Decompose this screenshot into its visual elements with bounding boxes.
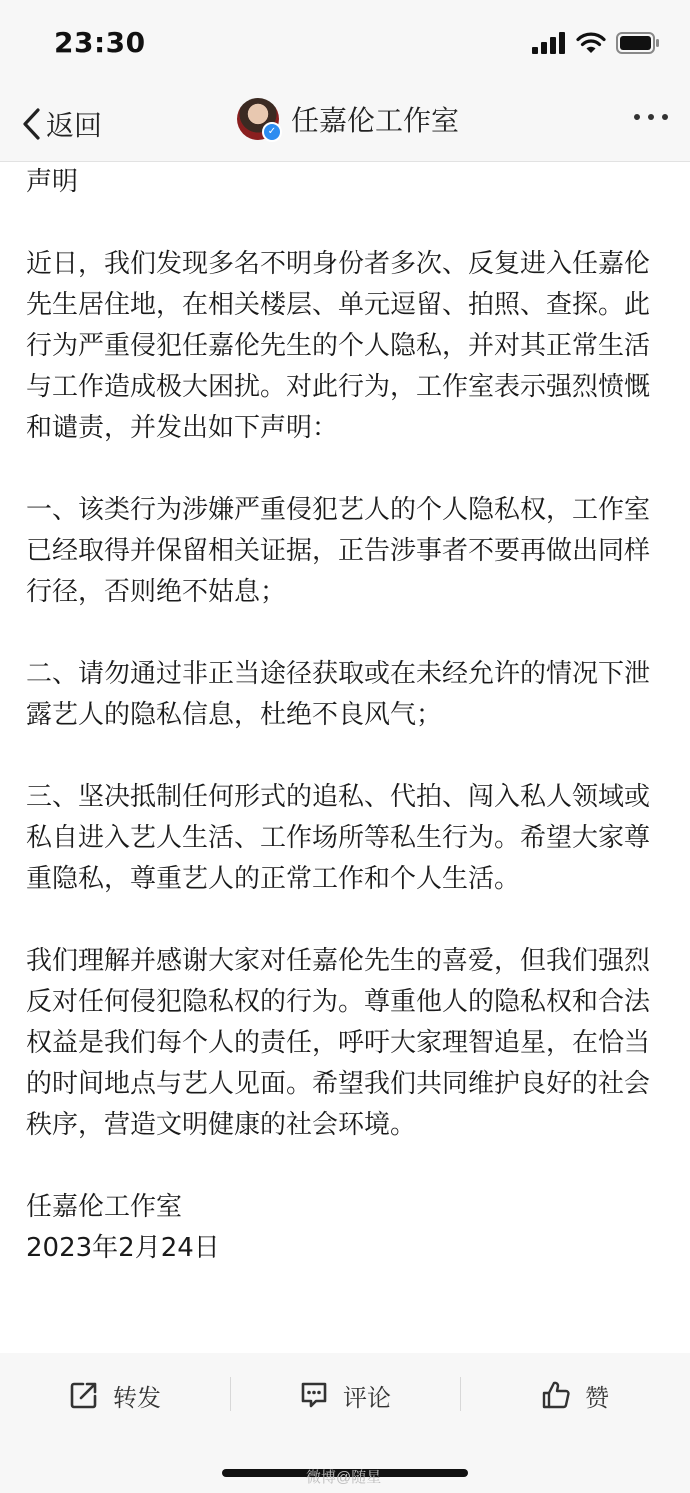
verified-badge-icon: ✓ <box>262 122 282 142</box>
account-header[interactable] <box>237 98 459 140</box>
statement-heading: 声明 <box>26 167 79 197</box>
statement-paragraph-closing: 我们理解并感谢大家对任嘉伦先生的喜爱，但我们强烈反对任何侵犯隐私权的行为。尊重他人的隐私权和合法权益是我们每个人的责任，呼吁大家理智追星，在恰当的时间地点与艺人见面。希望我们共同维护良好的社会秩序，营造文明健康的社会环境。 <box>26 946 651 1140</box>
battery-icon <box>616 32 660 54</box>
thumbs-up-icon <box>541 1380 571 1410</box>
watermark: 微博@随星 <box>306 1469 382 1486</box>
status-icons <box>532 32 660 54</box>
statement-signature: 任嘉伦工作室 <box>26 1192 183 1222</box>
back-label: 返回 <box>46 109 103 142</box>
statement-paragraph-point-1: 一、该类行为涉嫌严重侵犯艺人的个人隐私权，工作室已经取得并保留相关证据，正告涉事者不要再做出同样行径，否则绝不姑息； <box>26 495 651 607</box>
cellular-signal-icon <box>532 32 566 54</box>
divider <box>230 1377 231 1411</box>
page-title: 任嘉伦工作室 <box>291 104 460 137</box>
repost-button[interactable] <box>0 1373 230 1417</box>
comment-button[interactable] <box>230 1373 460 1417</box>
status-time: 23:30 <box>54 26 146 59</box>
share-icon <box>69 1380 99 1410</box>
statement-content <box>26 162 666 1269</box>
status-bar <box>0 0 690 88</box>
repost-label: 转发 <box>113 1383 161 1412</box>
comment-icon <box>299 1380 329 1410</box>
like-label: 赞 <box>585 1383 609 1412</box>
wifi-icon <box>576 32 606 54</box>
statement-date: 2023年2月24日 <box>26 1233 220 1263</box>
divider <box>460 1377 461 1411</box>
statement-paragraph-point-3: 三、坚决抵制任何形式的追私、代拍、闯入私人领域或私自进入艺人生活、工作场所等私生行为。希望大家尊重隐私，尊重艺人的正常工作和个人生活。 <box>26 782 651 894</box>
comment-label: 评论 <box>343 1383 391 1412</box>
chevron-left-icon <box>20 107 42 141</box>
statement-paragraph-point-2: 二、请勿通过非正当途径获取或在未经允许的情况下泄露艺人的隐私信息，杜绝不良风气； <box>26 659 651 730</box>
more-options-icon[interactable] <box>634 114 668 120</box>
nav-bar <box>0 88 690 162</box>
back-button[interactable] <box>20 104 102 144</box>
statement-paragraph-intro: 近日，我们发现多名不明身份者多次、反复进入任嘉伦先生居住地，在相关楼层、单元逗留、拍照、查探。此行为严重侵犯任嘉伦先生的个人隐私，并对其正常生活与工作造成极大困扰。对此行为，工作室表示强烈愤慨和谴责，并发出如下声明： <box>26 249 651 443</box>
avatar[interactable] <box>237 98 279 140</box>
like-button[interactable] <box>460 1373 690 1417</box>
